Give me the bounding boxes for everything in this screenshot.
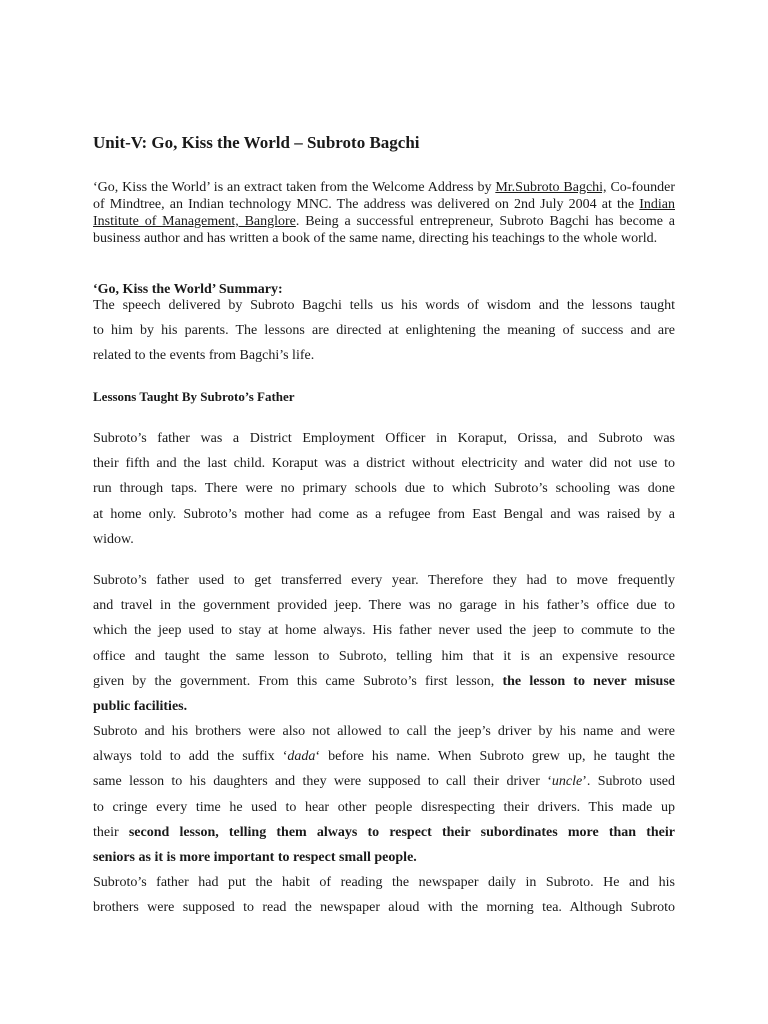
text-line: [93, 744, 675, 769]
father-paragraph-1: [93, 426, 675, 552]
intro-paragraph: [93, 179, 675, 247]
text-line: to cringe every time he used to hear other people disrespecting their drivers. This made up: [93, 799, 675, 815]
author-link[interactable]: Mr.Subroto Bagchi,: [495, 180, 607, 195]
text-line: at home only. Subroto’s mother had come as a refugee from East Bengal and was raised by a: [93, 506, 675, 522]
summary-paragraph: [93, 293, 675, 369]
text-line: Subroto’s father had put the habit of reading the newspaper daily in Subroto. He and his: [93, 875, 675, 890]
text-line: [93, 820, 675, 845]
summary-line: The speech delivered by Subroto Bagchi tells us his words of wisdom and the lessons taught: [93, 298, 675, 313]
summary-line: to him by his parents. The lessons are directed at enlightening the meaning of success and are: [93, 323, 675, 339]
uncle-term: uncle: [551, 774, 583, 790]
text-segment: given by the government. From this came Subroto’s first lesson,: [93, 673, 503, 689]
text-segment: their: [93, 824, 129, 840]
text-line: brothers were supposed to read the newspaper aloud with the morning tea. Although Subroto: [93, 900, 675, 916]
text-line: their fifth and the last child. Koraput was a district without electricity and water did not use to: [93, 456, 675, 472]
father-paragraph-4: [93, 870, 675, 920]
second-lesson-text: second lesson, telling them always to respect their subordinates more than their: [128, 824, 676, 840]
first-lesson-text: the lesson to never misuse: [502, 673, 676, 689]
first-lesson-text: public facilities.: [93, 698, 188, 714]
second-lesson-text: seniors as it is more important to respect small people.: [93, 849, 417, 865]
intro-text: Co-founder of Mindtree, an Indian technology MNC. The address was delivered on 2nd July 2004 at the: [93, 180, 675, 212]
text-line: and travel in the government provided jeep. There was no garage in his father’s office due to: [93, 598, 675, 614]
text-line: which the jeep used to stay at home always. His father never used the jeep to commute to the: [93, 623, 675, 639]
text-line: office and taught the same lesson to Subroto, telling him that it is an expensive resource: [93, 648, 675, 664]
institute-link[interactable]: Indian Institute of Management, Banglore: [93, 197, 675, 229]
page-title: Unit-V: Go, Kiss the World – Subroto Bagchi: [93, 133, 420, 152]
text-line: [93, 669, 675, 694]
father-paragraph-3: [93, 719, 675, 870]
summary-heading: ‘Go, Kiss the World’ Summary:: [93, 282, 283, 297]
text-segment: same lesson to his daughters and they were supposed to call their driver ‘: [93, 774, 552, 790]
text-segment: ’. Subroto used: [582, 774, 675, 790]
intro-text: ‘Go, Kiss the World’ is an extract taken from the Welcome Address by: [93, 180, 496, 195]
text-line: widow.: [93, 531, 134, 547]
intro-text: . Being a successful entrepreneur, Subroto Bagchi has become a business author and has written a book of the same name, directing his teachings to the whole world.: [93, 214, 675, 246]
text-line: Subroto’s father was a District Employment Officer in Koraput, Orissa, and Subroto was: [93, 431, 675, 446]
text-line: run through taps. There were no primary schools due to which Subroto’s schooling was done: [93, 481, 675, 497]
summary-line: related to the events from Bagchi’s life.: [93, 348, 315, 364]
text-segment: ‘ before his name. When Subroto grew up, he taught the: [315, 749, 675, 765]
text-line: [93, 769, 675, 794]
dada-term: dada: [287, 749, 316, 765]
text-line: Subroto’s father used to get transferred every year. Therefore they had to move frequently: [93, 573, 675, 588]
text-line: Subroto and his brothers were also not allowed to call the jeep’s driver by his name and were: [93, 724, 675, 739]
lessons-heading: Lessons Taught By Subroto’s Father: [93, 389, 295, 404]
father-paragraph-2: [93, 568, 675, 719]
text-segment: always told to add the suffix ‘: [93, 749, 288, 765]
